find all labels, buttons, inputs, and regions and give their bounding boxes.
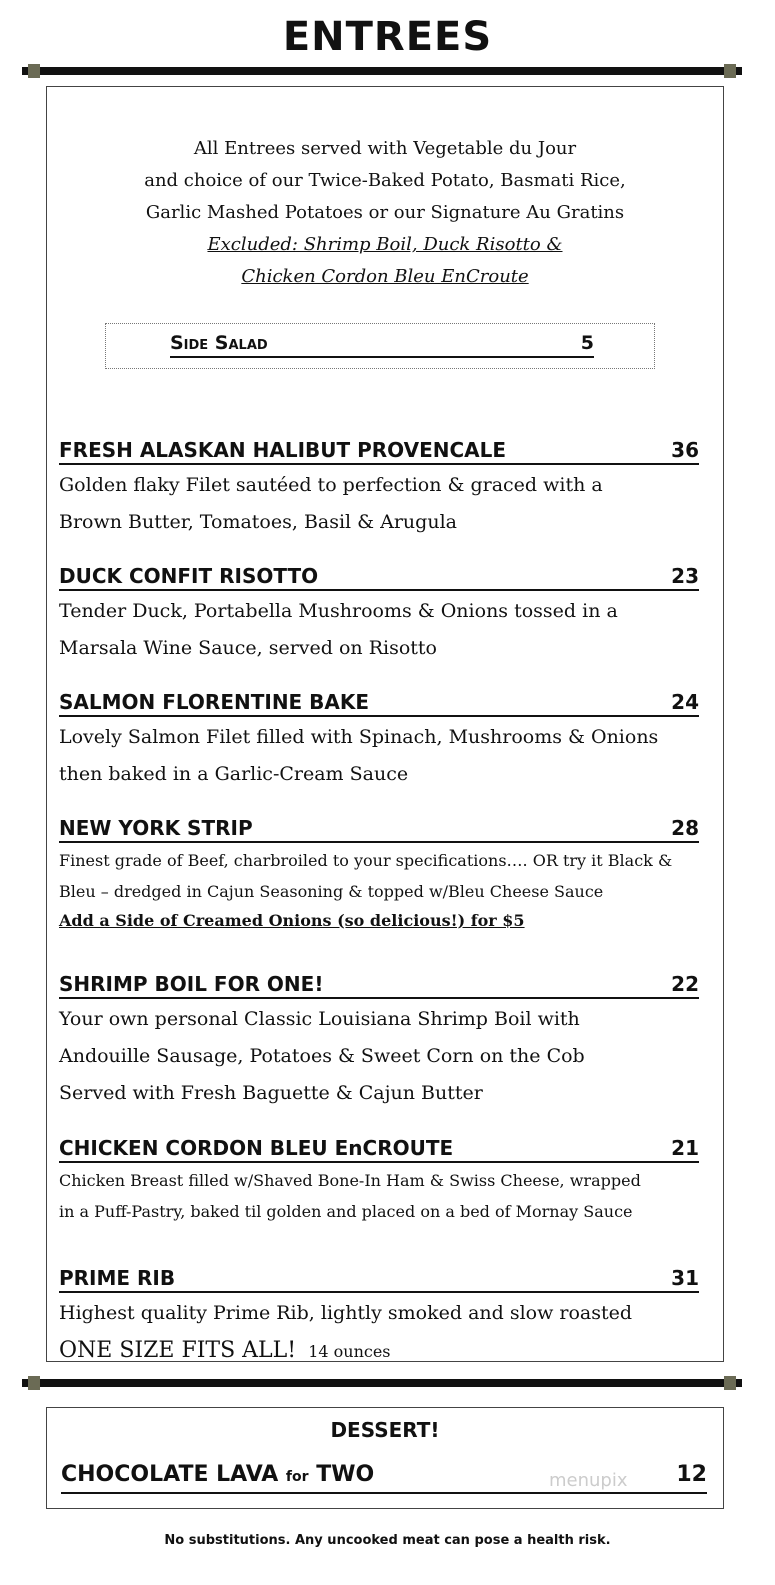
dessert-price: 12 <box>676 1462 707 1487</box>
dessert-title: DESSERT! <box>330 1418 440 1442</box>
item-price: 24 <box>671 690 699 714</box>
dessert-name: CHOCOLATE LAVA <box>61 1462 279 1487</box>
item-name: SHRIMP BOIL FOR ONE! <box>59 972 324 996</box>
side-salad-row <box>170 332 594 358</box>
side-salad-box <box>105 323 655 369</box>
item-price: 23 <box>671 564 699 588</box>
item-desc: Brown Butter, Tomatoes, Basil & Arugula <box>59 511 457 533</box>
item-desc: then baked in a Garlic-Cream Sauce <box>59 763 409 785</box>
divider-cap <box>724 64 736 78</box>
menu-item-strip <box>59 815 699 935</box>
menu-item-halibut <box>59 437 699 541</box>
menu-item-salmon <box>59 689 699 793</box>
dessert-item <box>61 1462 707 1494</box>
item-desc: Your own personal Classic Louisiana Shrimp Boil with <box>59 1008 580 1030</box>
item-desc: Highest quality Prime Rib, lightly smoked and slow roasted <box>59 1302 633 1324</box>
item-price: 31 <box>671 1266 699 1290</box>
item-desc: Andouille Sausage, Potatoes & Sweet Corn on the Cob <box>59 1045 585 1067</box>
item-desc: in a Puff-Pastry, baked til golden and placed on a bed of Mornay Sauce <box>59 1202 633 1221</box>
top-divider <box>22 67 742 75</box>
dessert-section <box>46 1407 724 1509</box>
page-title: ENTREES <box>282 14 493 60</box>
menu-item-duck <box>59 563 699 667</box>
watermark: menupix <box>549 1470 628 1491</box>
item-price: 22 <box>671 972 699 996</box>
dessert-name: TWO <box>316 1462 375 1487</box>
item-name: CHICKEN CORDON BLEU EnCROUTE <box>59 1136 454 1160</box>
item-size: ONE SIZE FITS ALL! <box>59 1338 297 1363</box>
intro-excluded: Excluded: Shrimp Boil, Duck Risotto & <box>207 234 563 255</box>
menu-item-prime-rib <box>59 1265 699 1370</box>
item-desc: Chicken Breast filled w/Shaved Bone-In Ham & Swiss Cheese, wrapped <box>59 1171 641 1190</box>
item-desc: Bleu – dredged in Cajun Seasoning & topped w/Bleu Cheese Sauce <box>59 882 604 901</box>
dessert-name-for: for <box>285 1469 309 1485</box>
menu-item-chicken <box>59 1135 699 1227</box>
item-price: 28 <box>671 816 699 840</box>
item-price: 36 <box>671 438 699 462</box>
item-name: SALMON FLORENTINE BAKE <box>59 690 370 714</box>
item-name: NEW YORK STRIP <box>59 816 253 840</box>
item-name: PRIME RIB <box>59 1266 176 1290</box>
footer-note: No substitutions. Any uncooked meat can pose a health risk. <box>164 1533 611 1548</box>
item-desc: Marsala Wine Sauce, served on Risotto <box>59 637 437 659</box>
item-name: DUCK CONFIT RISOTTO <box>59 564 319 588</box>
item-addon: Add a Side of Creamed Onions (so delicious!) for $5 <box>59 911 525 930</box>
intro-excluded: Chicken Cordon Bleu EnCroute <box>241 266 529 287</box>
entree-intro <box>47 133 723 293</box>
divider-cap <box>28 64 40 78</box>
intro-line: Garlic Mashed Potatoes or our Signature Au Gratins <box>145 202 625 223</box>
item-price: 21 <box>671 1136 699 1160</box>
middle-divider <box>22 1379 742 1387</box>
item-desc: Served with Fresh Baguette & Cajun Butter <box>59 1082 483 1104</box>
item-desc: Finest grade of Beef, charbroiled to your specifications…. OR try it Black & <box>59 851 673 870</box>
side-salad-price: 5 <box>580 332 594 354</box>
entrees-section <box>46 86 724 1362</box>
side-salad-name: Side Salad <box>170 332 268 354</box>
item-name: FRESH ALASKAN HALIBUT PROVENCALE <box>59 438 507 462</box>
intro-line: and choice of our Twice-Baked Potato, Basmati Rice, <box>144 170 626 191</box>
item-weight: 14 ounces <box>308 1342 391 1361</box>
divider-cap <box>724 1376 736 1390</box>
item-desc: Golden flaky Filet sautéed to perfection & graced with a <box>59 474 603 496</box>
item-desc: Tender Duck, Portabella Mushrooms & Onions tossed in a <box>59 600 618 622</box>
item-desc: Lovely Salmon Filet filled with Spinach, Mushrooms & Onions <box>59 726 659 748</box>
divider-cap <box>28 1376 40 1390</box>
intro-line: All Entrees served with Vegetable du Jour <box>193 138 577 159</box>
menu-item-shrimp <box>59 971 699 1112</box>
